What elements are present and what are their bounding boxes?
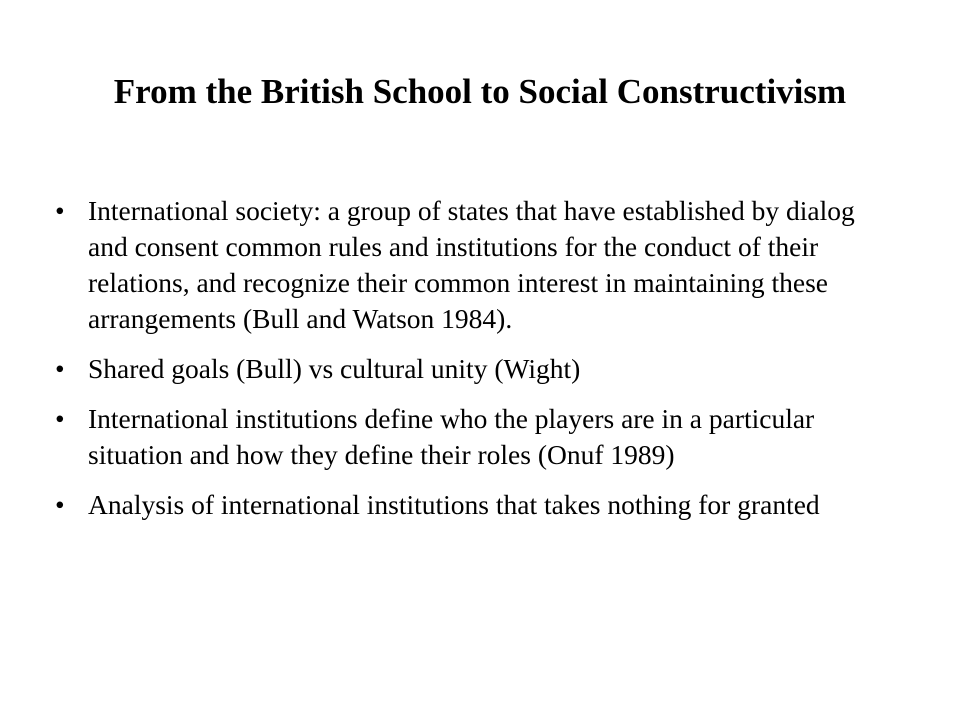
bullet-item-shared-goals <box>50 351 900 387</box>
slide-title: From the British School to Social Constructivism <box>113 72 847 111</box>
bullet-list <box>50 193 900 537</box>
bullet-marker: • <box>55 353 65 384</box>
bullet-item-international-institutions <box>50 401 900 473</box>
bullet-text: International society: a group of states that have established by dialog and consent common rules and institutions for the conduct of their relations, and recognize their common interest in maintaining these arrangements (Bull and Watson 1984). <box>88 195 855 334</box>
bullet-text: International institutions define who the players are in a particular situation and how they define their roles (Onuf 1989) <box>88 403 815 470</box>
bullet-text: Shared goals (Bull) vs cultural unity (Wight) <box>88 353 581 384</box>
bullet-item-analysis <box>50 487 900 523</box>
bullet-text: Analysis of international institutions that takes nothing for granted <box>88 489 820 520</box>
bullet-item-international-society <box>50 193 900 337</box>
bullet-marker: • <box>55 489 65 520</box>
bullet-marker: • <box>55 195 65 226</box>
bullet-marker: • <box>55 403 65 434</box>
